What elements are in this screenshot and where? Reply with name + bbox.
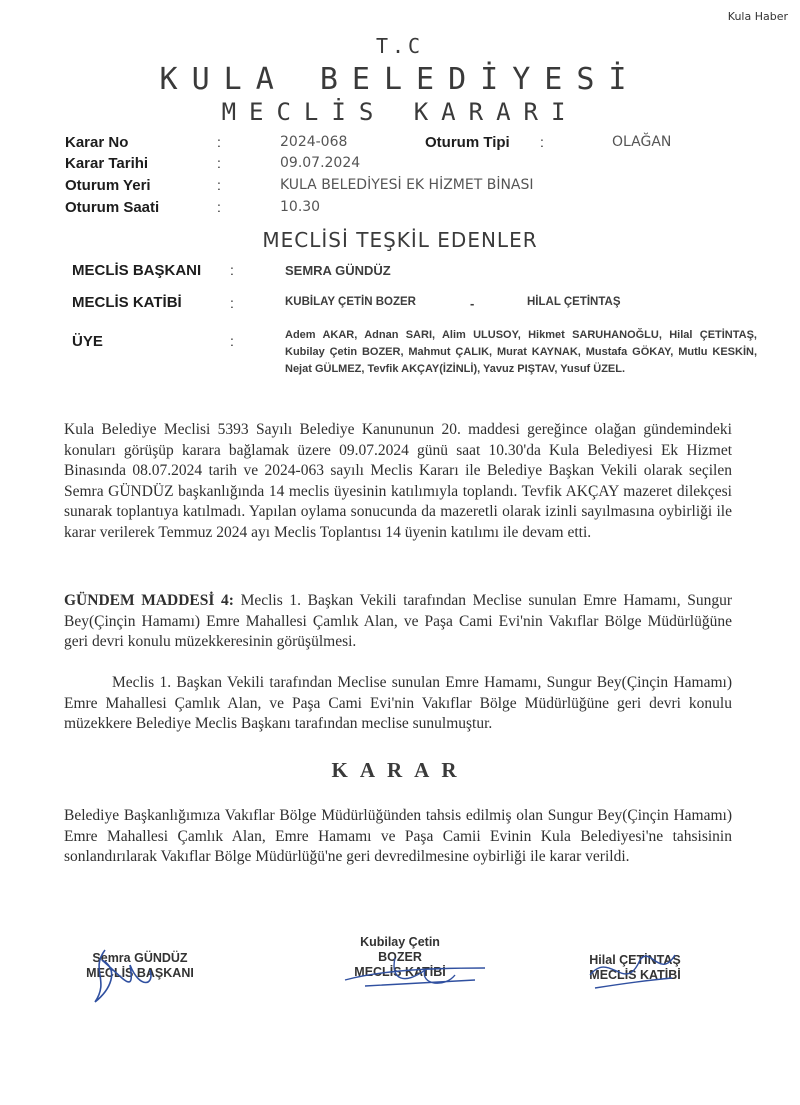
signature-title: MECLİS KATİBİ <box>354 965 446 979</box>
baskan-name: SEMRA GÜNDÜZ <box>285 263 391 278</box>
katip-2-name: HİLAL ÇETİNTAŞ <box>527 296 621 308</box>
oturum-saati-label: Oturum Saati <box>65 199 160 216</box>
agenda-item <box>64 591 732 653</box>
decision-title: KARAR <box>331 758 469 782</box>
colon: : <box>230 295 234 311</box>
signature-scribble <box>335 950 495 1000</box>
colon: : <box>217 199 221 215</box>
signature-name-line1: Kubilay Çetin <box>360 935 440 949</box>
karar-no-label: Karar No <box>65 134 129 151</box>
baskan-label: MECLİS BAŞKANI <box>72 262 202 279</box>
uye-label: ÜYE <box>72 333 103 350</box>
katip-1-name: KUBİLAY ÇETİN BOZER <box>285 296 416 308</box>
signature-name: Hilal ÇETİNTAŞ <box>589 953 681 967</box>
signature-scribble <box>580 940 680 1000</box>
header-doc-type: MECLİS KARARI <box>221 98 579 126</box>
decision-paragraph: Belediye Başkanlığımıza Vakıflar Bölge Müdürlüğünden tahsis edilmiş olan Sungur Bey(Çinçin Hamamı) Emre Mahallesi Çamlık Alan, Emre Hamamı ve Paşa Camii Evinin Kula Belediyesi'ne tahsisinin sonlandırılarak Vakıflar Bölge Müdürlüğü'ne geri devredilmesine oybirliği ile karar verildi. <box>64 807 732 865</box>
watermark: Kula Haber <box>727 10 788 23</box>
karar-no-value: 2024-068 <box>280 134 348 150</box>
oturum-yeri-value: KULA BELEDİYESİ EK HİZMET BİNASI <box>280 177 534 193</box>
header-municipality: KULA BELEDİYESİ <box>159 62 641 97</box>
uye-list: Adem AKAR, Adnan SARI, Alim ULUSOY, Hikmet SARUHANOĞLU, Hilal ÇETİNTAŞ, Kubilay Çetin BOZER, Mahmut ÇALIK, Murat KAYNAK, Mustafa GÖKAY, Mutlu KESKİN, Nejat GÜLMEZ, Tevfik AKÇAY(İZİNLİ), Yavuz PIŞTAV, Yusuf ÜZEL. <box>285 329 757 375</box>
signature-title: MECLİS KATİBİ <box>589 968 681 982</box>
katip-label: MECLİS KATİBİ <box>72 294 182 311</box>
oturum-yeri-label: Oturum Yeri <box>65 177 151 194</box>
colon: : <box>217 155 221 171</box>
agenda-label: GÜNDEM MADDESİ 4: <box>64 592 234 609</box>
explanation-paragraph: Meclis 1. Başkan Vekili tarafından Meclise sunulan Emre Hamamı, Sungur Bey(Çinçin Hamamı) Emre Mahallesi Çamlık Alan, ve Paşa Cami Evi'nin Vakıflar Bölge Müdürlüğüne geri devri konulu müzekkere Belediye Meclis Başkanı tarafından meclise sunulmuştur. <box>64 674 732 732</box>
signature-scribble <box>80 940 170 1010</box>
karar-tarihi-value: 09.07.2024 <box>280 155 361 171</box>
signature-name: Semra GÜNDÜZ <box>92 951 188 965</box>
karar-tarihi-label: Karar Tarihi <box>65 155 149 172</box>
colon: : <box>217 134 221 150</box>
header-tc: T.C <box>375 34 425 58</box>
colon: : <box>230 333 234 349</box>
signature-title: MECLİS BAŞKANI <box>86 966 194 980</box>
katip-separator: - <box>470 296 475 311</box>
oturum-tipi-label: Oturum Tipi <box>425 134 510 151</box>
signature-name-line2: BOZER <box>378 950 422 964</box>
colon: : <box>217 177 221 193</box>
colon: : <box>540 134 544 150</box>
intro-paragraph: Kula Belediye Meclisi 5393 Sayılı Belediye Kanununun 20. maddesi gereğince olağan gündemindeki konuları görüşüp karara bağlamak üzere 09.07.2024 günü saat 10.30'da Kula Belediyesi Ek Hizmet Binasında 08.07.2024 tarih ve 2024-063 sayılı Meclis Kararı ile Belediye Başkan Vekili olarak seçilen Semra GÜNDÜZ başkanlığında 14 meclis üyesinin katılımıyla toplandı. Tevfik AKÇAY mazeret dilekçesi sunarak toplantıya katılmadı. Yapılan oylama sonucunda da mazeretli olarak izinli sayılmasına oybirliği ile karar verilerek Temmuz 2024 ayı Meclis Toplantısı 14 üyenin katılımı ile devam etti. <box>64 421 732 541</box>
agenda-text: Meclis 1. Başkan Vekili tarafından Meclise sunulan Emre Hamamı, Sungur Bey(Çinçin Hamamı) Emre Mahallesi Çamlık Alan, ve Paşa Cami Evi'nin Vakıflar Bölge Müdürlüğüne geri devri konulu müzekkeresinin görüşülmesi. <box>64 592 733 650</box>
colon: : <box>230 262 234 278</box>
composition-title: MECLİSİ TEŞKİL EDENLER <box>262 228 538 252</box>
oturum-saati-value: 10.30 <box>280 199 321 215</box>
oturum-tipi-value: OLAĞAN <box>612 134 672 150</box>
